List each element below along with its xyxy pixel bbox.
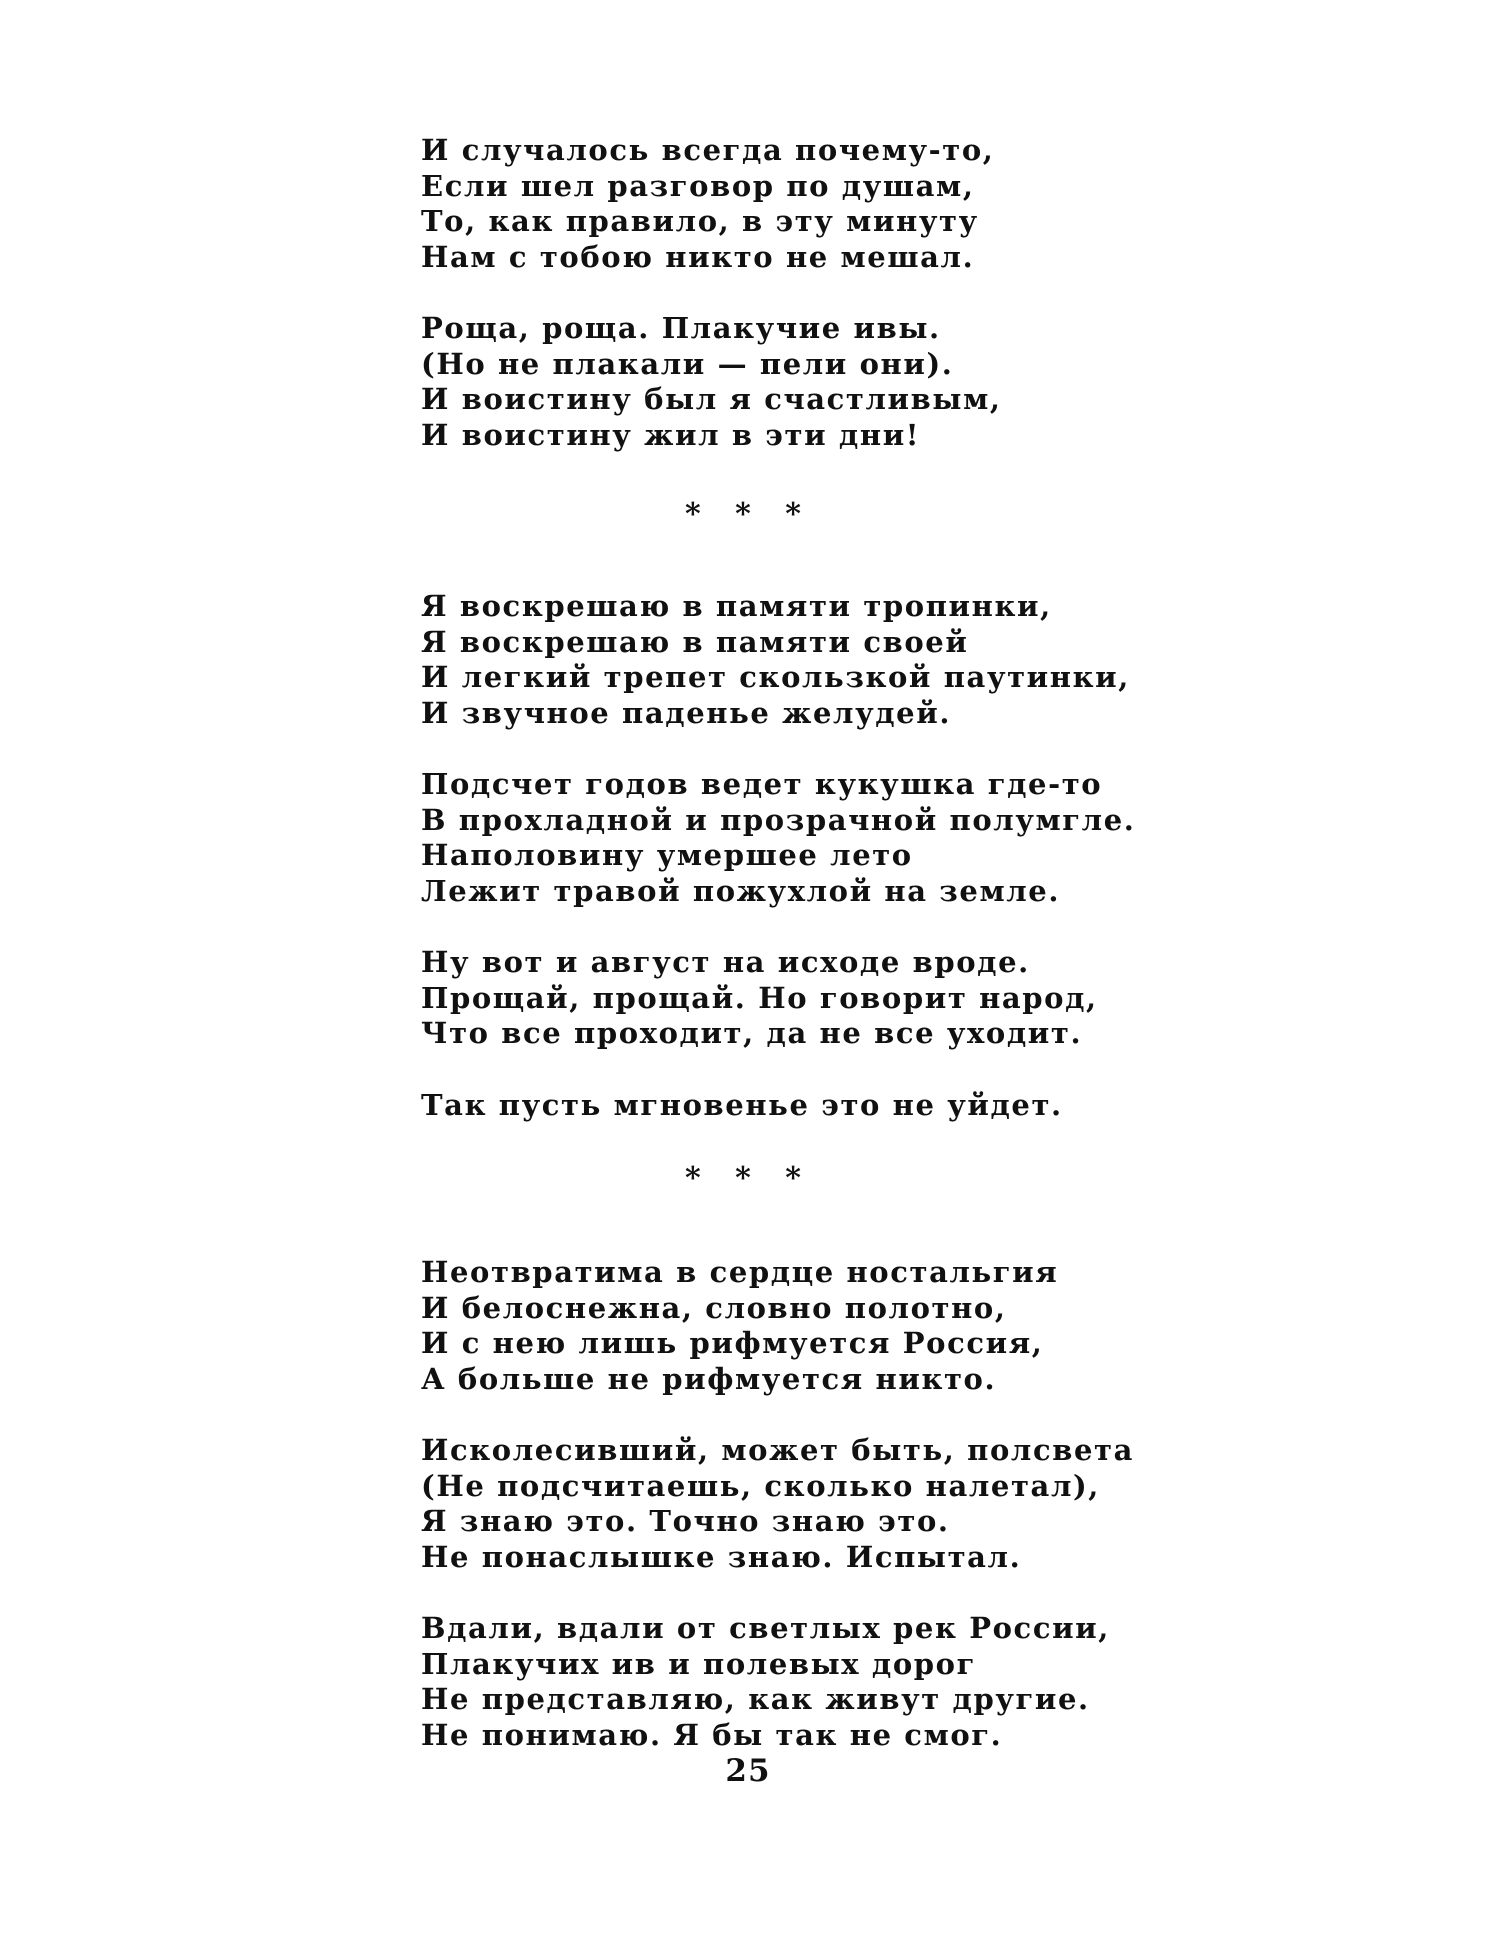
poem-2 [421,589,1181,1123]
verse-line: И с нею лишь рифмуется Россия, [421,1326,1044,1360]
verse-line: Я воскрешаю в памяти тропинки, [421,589,1052,623]
verse-line: Подсчет годов ведет кукушка где-то [421,767,1103,801]
verse-line: Неотвратима в сердце ностальгия [421,1255,1059,1289]
poem-3-stanza-3 [421,1611,1181,1753]
verse-line: Что все проходит, да не все уходит. [421,1016,1083,1050]
verse-line: Наполовину умершее лето [421,838,913,872]
verse-line: Ну вот и август на исходе вроде. [421,945,1030,979]
verse-line: Не представляю, как живут другие. [421,1682,1090,1716]
verse-line: Роща, роща. Плакучие ивы. [421,311,941,345]
poem-3-stanza-2 [421,1433,1181,1575]
verse-line: Лежит травой пожухлой на земле. [421,873,1061,908]
verse-line: И случалось всегда почему-то, [421,133,995,167]
verse-line: Прощай, прощай. Но говорит народ, [421,980,1098,1015]
verse-line: То, как правило, в эту минуту [421,204,979,238]
verse-line: (Не подсчитаешь, сколько налетал), [421,1468,1101,1503]
poem-3-stanza-1 [421,1255,1181,1397]
verse-line: (Но не плакали — пели они). [421,346,954,381]
verse-line: Если шел разговор по душам, [421,168,975,203]
poem-1-stanza-2 [421,311,1181,453]
verse-line: И белоснежна, словно полотно, [421,1290,1007,1325]
verse-line: Не понимаю. Я бы так не смог. [421,1717,1003,1752]
verse-line: Плакучих ив и полевых дорог [421,1646,976,1681]
poem-3 [421,1255,1181,1753]
poem-2-stanza-3 [421,945,1181,1052]
verse-line: В прохладной и прозрачной полумгле. [421,802,1136,837]
page-number: 25 [725,1753,771,1789]
section-divider-asterisks: * * * [685,1161,813,1196]
verse-line: Я знаю это. Точно знаю это. [421,1504,950,1538]
poem-1-stanza-1 [421,133,1181,275]
poem-2-stanza-4 [421,1088,1181,1124]
verse-line: Вдали, вдали от светлых рек России, [421,1611,1110,1645]
verse-line: И звучное паденье желудей. [421,695,952,730]
verse-line: Так пусть мгновенье это не уйдет. [421,1087,1063,1122]
verse-line: Я воскрешаю в памяти своей [421,624,969,659]
section-divider-asterisks: * * * [685,497,813,532]
verse-line: А больше не рифмуется никто. [421,1361,997,1396]
verse-line: И легкий трепет скользкой паутинки, [421,660,1130,694]
poem-2-stanza-1 [421,589,1181,731]
poem-1 [421,133,1181,453]
verse-line: И воистину был я счастливым, [421,382,1002,416]
verse-line: Нам с тобою никто не мешал. [421,239,975,274]
verse-line: Не понаслышке знаю. Испытал. [421,1539,1022,1574]
poem-text-block [421,133,1181,1753]
poem-2-stanza-2 [421,767,1181,909]
verse-line: Исколесивший, может быть, полсвета [421,1433,1134,1467]
verse-line: И воистину жил в эти дни! [421,417,921,452]
